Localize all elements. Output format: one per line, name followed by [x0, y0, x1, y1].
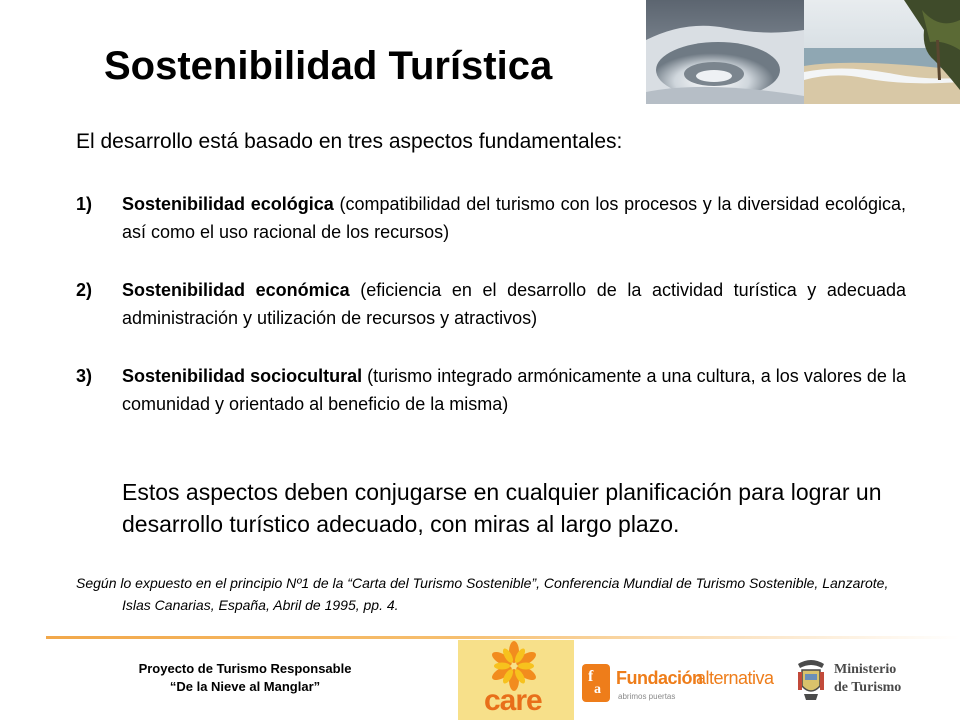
- list-item-description: (compatibilidad del turismo con los procesos y la diversidad ecológica, así como el uso racional de los recursos): [122, 194, 907, 242]
- list-item-description: (eficiencia en el desarrollo de la actividad turística y adecuada administración y utilización de recursos y atractivos): [122, 280, 906, 328]
- list-item-heading: Sostenibilidad sociocultural: [122, 366, 363, 386]
- list-item-economica: [76, 276, 906, 332]
- fundacion-tagline: abrimos puertas: [618, 692, 676, 701]
- list-item-heading: Sostenibilidad ecológica: [122, 194, 334, 214]
- ministerio-line2: de Turismo: [834, 680, 902, 695]
- intro-text: El desarrollo está basado en tres aspectos fundamentales:: [76, 130, 623, 153]
- list-item-description: (turismo integrado armónicamente a una cultura, a los valores de la comunidad y orientado al beneficio de la misma): [122, 366, 907, 414]
- alternativa-word: alternativa: [696, 668, 774, 688]
- list-item-body: [122, 190, 906, 246]
- fundacion-word: Fundación: [616, 668, 703, 688]
- citation-text: Según lo expuesto en el principio Nº1 de la “Carta del Turismo Sostenible”, Conferencia Mundial de Turismo Sostenible, Lanzarote, Islas Canarias, España, Abril de 1995, pp. 4.: [76, 575, 889, 613]
- fundacion-emblem-icon: f a: [582, 664, 610, 702]
- list-item-ecologica: [76, 190, 906, 246]
- project-name: Proyecto de Turismo Responsable: [138, 661, 352, 676]
- ministerio-turismo-logo: [794, 656, 914, 704]
- list-item-body: [122, 276, 906, 332]
- care-logo-text: care: [484, 684, 542, 717]
- snowy-volcano-photo: [646, 0, 804, 104]
- care-logo: [458, 640, 574, 720]
- list-number: 3): [76, 366, 93, 386]
- list-item-sociocultural: [76, 362, 906, 418]
- list-item-heading: Sostenibilidad económica: [122, 280, 350, 300]
- beach-photo: [804, 0, 960, 104]
- footer-divider: [46, 636, 960, 639]
- list-item-body: [122, 362, 906, 418]
- project-slogan: “De la Nieve al Manglar”: [169, 679, 321, 694]
- project-caption: [100, 660, 390, 696]
- fundacion-alternativa-logo: [582, 664, 778, 704]
- conclusion-text: Estos aspectos deben conjugarse en cualquier planificación para lograr un desarrollo turístico adecuado, con miras al largo plazo.: [122, 479, 882, 537]
- ministerio-line1: Ministerio: [834, 662, 897, 677]
- list-number: 2): [76, 280, 93, 300]
- page-title: Sostenibilidad Turística: [104, 44, 553, 88]
- list-number: 1): [76, 194, 93, 214]
- coat-of-arms-icon: [794, 658, 828, 702]
